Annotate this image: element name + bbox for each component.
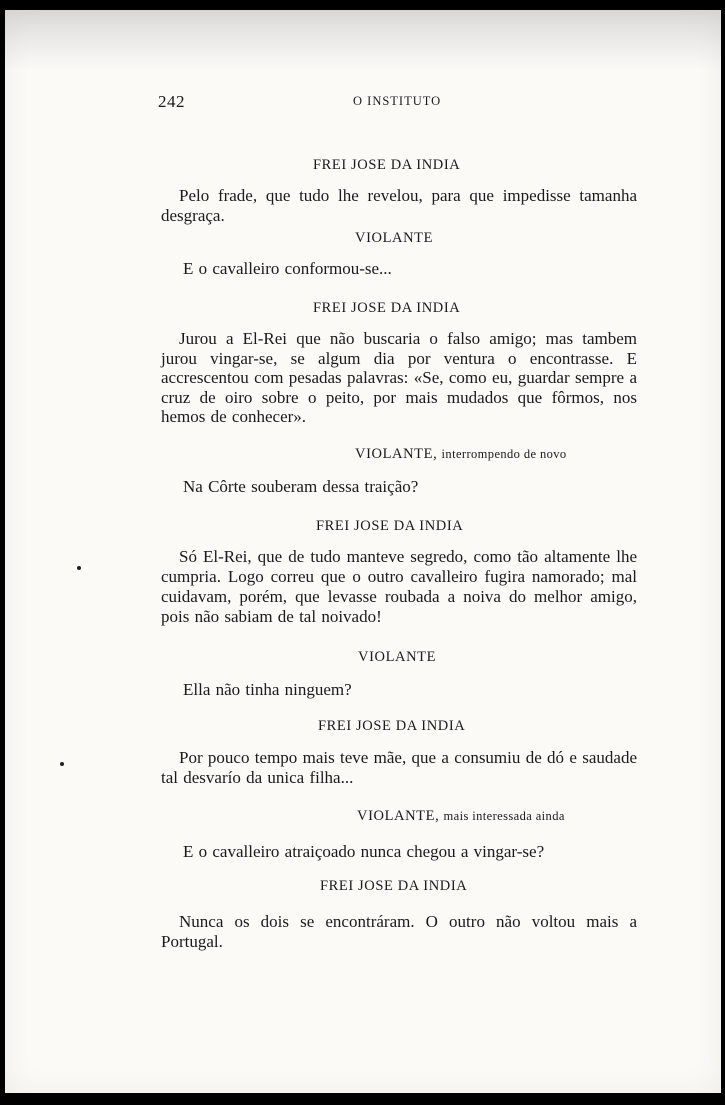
speech-paragraph: Por pouco tempo mais teve mãe, que a consumiu de dó e saudade tal desvarío da unica filha...	[161, 748, 637, 787]
speech-paragraph: E o cavalleiro atraiçoado nunca chegou a vingar-se?	[183, 842, 545, 861]
speaker-name: VIOLANTE,	[355, 446, 438, 462]
speech-paragraph: Nunca os dois se encontráram. O outro não voltou mais a Portugal.	[161, 912, 637, 951]
page-number: 242	[158, 92, 185, 111]
speech-paragraph: Jurou a El-Rei que não buscaria o falso amigo; mas tambem jurou vingar-se, se algum dia por ventura o encontrasse. E accrescentou com pesadas palavras: «Se, como eu, guardar sempre a cruz de oiro sobre o peito, por mais mudados que fôrmos, nos hemos de conhecer».	[161, 329, 637, 426]
speaker-name: VIOLANTE,	[357, 808, 440, 824]
speaker-heading	[355, 446, 567, 463]
speech-paragraph: Só El-Rei, que de tudo manteve segredo, como tão altamente lhe cumpria. Logo correu que o outro cavalleiro fugira namorado; mal cuidavam, porém, que levasse roubada a noiva do melhor amigo, pois não sabiam de tal noivado!	[161, 547, 637, 626]
stage-direction: interrompendo de novo	[441, 447, 567, 461]
speech-paragraph: Pelo frade, que tudo lhe revelou, para que impedisse tamanha desgraça.	[161, 186, 637, 225]
scan-speck	[77, 566, 81, 570]
speaker-heading: FREI JOSE DA INDIA	[320, 878, 468, 894]
speech-paragraph: E o cavalleiro conformou-se...	[183, 259, 392, 278]
speaker-heading: FREI JOSE DA INDIA	[318, 718, 466, 734]
speaker-heading: VIOLANTE	[358, 649, 437, 665]
journal-title: O INSTITUTO	[353, 94, 442, 108]
speech-paragraph: Na Côrte souberam dessa traição?	[183, 477, 419, 496]
stage-direction: mais interessada ainda	[443, 809, 565, 823]
speaker-heading: FREI JOSE DA INDIA	[313, 300, 461, 316]
speaker-heading: FREI JOSE DA INDIA	[313, 157, 461, 173]
speaker-heading: FREI JOSE DA INDIA	[316, 518, 464, 534]
running-head	[158, 92, 628, 112]
scan-speck	[60, 762, 64, 766]
speaker-heading: VIOLANTE	[355, 230, 434, 246]
speaker-heading	[357, 808, 565, 825]
scan-shadow	[5, 10, 721, 70]
speech-paragraph: Ella não tinha ninguem?	[183, 680, 352, 699]
